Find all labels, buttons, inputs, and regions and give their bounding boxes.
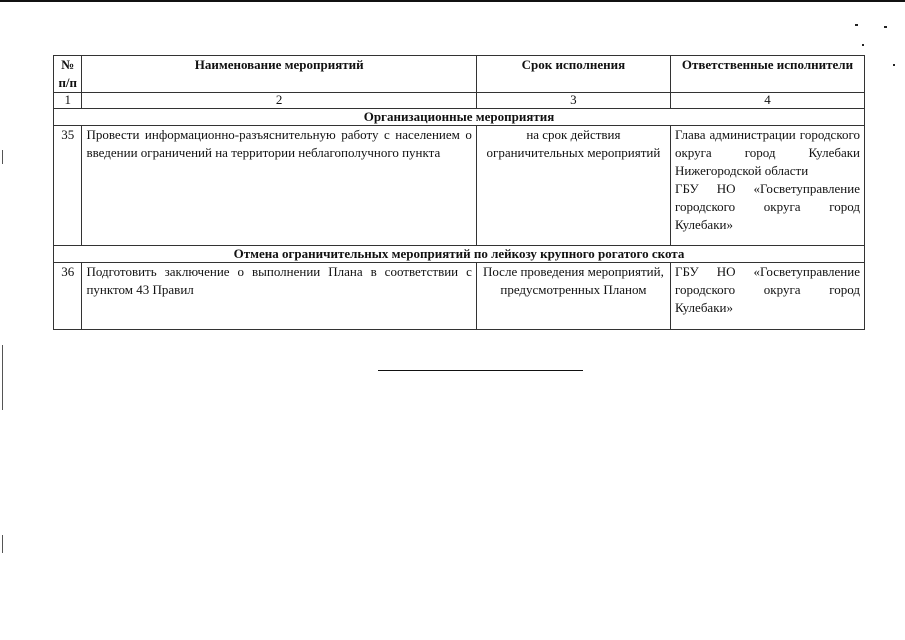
column-number: 3: [476, 93, 670, 109]
table-row: [54, 263, 865, 330]
column-number: 4: [670, 93, 864, 109]
responsible-item: ГБУ НО «Госветуправление городского округа город Кулебаки»: [674, 264, 860, 315]
header-responsible: Ответственные исполнители: [670, 56, 864, 93]
row-activity: Провести информационно-разъяснительную работу с населением о введении ограничений на территории неблагополучного пункта: [82, 126, 476, 246]
closing-rule: [378, 370, 583, 371]
header-term: Срок исполнения: [476, 56, 670, 93]
scan-edge-mark: [2, 535, 3, 553]
column-number: 2: [82, 93, 476, 109]
plan-table: [53, 55, 865, 330]
section-title: Организационные мероприятия: [54, 109, 865, 126]
scan-edge-mark: [2, 345, 3, 410]
row-number: 36: [54, 263, 82, 330]
row-activity: Подготовить заключение о выполнении Плана в соответствии с пунктом 43 Правил: [82, 263, 476, 330]
responsible-item: ГБУ НО «Госветуправление городского округа город Кулебаки»: [674, 181, 860, 232]
row-term: После проведения мероприятий, предусмотренных Планом: [476, 263, 670, 330]
column-number: 1: [54, 93, 82, 109]
scan-speck: [862, 44, 864, 46]
header-num: № п/п: [54, 56, 82, 93]
section-row: [54, 246, 865, 263]
scan-speck: [893, 64, 895, 66]
table-row: [54, 126, 865, 246]
scan-edge-mark: [2, 150, 3, 164]
scan-speck: [884, 26, 887, 28]
responsible-item: Глава администрации городского округа город Кулебаки Нижегородской области: [674, 127, 860, 178]
top-border-line: [0, 0, 905, 2]
header-name: Наименование мероприятий: [82, 56, 476, 93]
column-number-row: [54, 93, 865, 109]
row-number: 35: [54, 126, 82, 246]
table-header-row: [54, 56, 865, 93]
row-term: на срок действия ограничительных мероприятий: [476, 126, 670, 246]
scan-speck: [855, 24, 858, 26]
row-responsible: [670, 263, 864, 330]
section-title: Отмена ограничительных мероприятий по лейкозу крупного рогатого скота: [54, 246, 865, 263]
section-row: [54, 109, 865, 126]
row-responsible: [670, 126, 864, 246]
